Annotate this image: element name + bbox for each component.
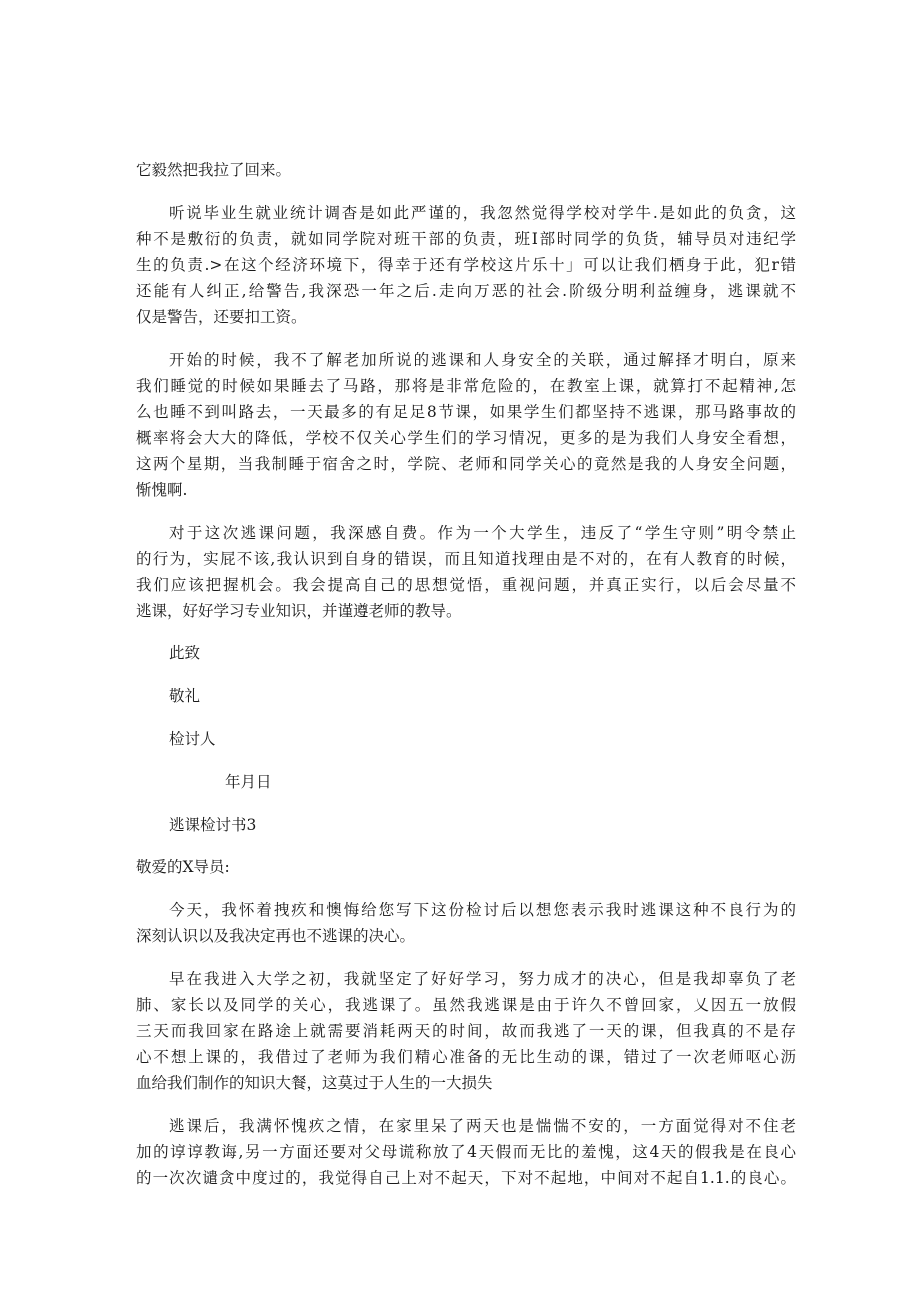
paragraph-line: 惭愧啊. [136, 481, 188, 499]
paragraph-line: 我们睡觉的时候如果睡去了马路，那将是非常危险的，在教室上课，就算打不起精神,怎 [136, 377, 796, 395]
date-label: 年月日 [225, 773, 272, 791]
paragraph-line: 逃课后，我满怀愧疚之情，在家里呆了两天也是惴惴不安的，一方面觉得对不住老 [169, 1117, 796, 1135]
section-heading: 逃课检讨书3 [169, 816, 257, 834]
paragraph-line: 生的负责.>在这个经济环境下，得幸于还有学校这片乐十」可以让我们栖身于此，犯r错 [136, 256, 796, 274]
paragraph-line: 么也睡不到叫路去，一天最多的有足足8节课，如果学生们都坚持不逃课，那马路事故的 [136, 403, 796, 421]
paragraph-line: 对于这次逃课问题，我深感自费。作为一个大学生，违反了“学生守则”明令禁止 [169, 524, 796, 542]
paragraph-line: 逃课，好好学习专业知识，并谨遵老师的教导。 [136, 602, 462, 620]
paragraph-line: 心不想上课的，我借过了老师为我们精心准备的无比生动的课，错过了一次老师呕心沥 [136, 1048, 796, 1066]
paragraph-line: 开始的时候，我不了解老加所说的逃课和人身安全的关联，通过解择才明白，原来 [169, 351, 796, 369]
paragraph-line: 种不是敷衍的负责，就如同学院对班干部的负责，班I部时同学的负货，辅导员对违纪学 [136, 230, 796, 248]
paragraph-line: 今天，我怀着拽疚和懊悔给您写下这份检讨后以想您表示我时逃课这种不良行为的 [169, 901, 796, 919]
paragraph-line: 它毅然把我拉了回来。 [136, 161, 292, 179]
paragraph-line: 还能有人纠正,给警告,我深恐一年之后.走向万恶的社会.阶级分明利益缠身，逃课就不 [136, 282, 796, 300]
paragraph-line: 概率将会大大的降低，学校不仅关心学生们的学习情况，更多的是为我们人身安全看想， [136, 429, 796, 447]
paragraph-line: 的一次次谴贪中度过的，我觉得自己上对不起天，下对不起地，中间对不起自1.1.的良心。 [136, 1169, 796, 1187]
paragraph-line: 的行为，实屁不该,我认识到自身的错误，而且知道找理由是不对的，在有人教育的时候， [136, 550, 796, 568]
paragraph-line: 早在我进入大学之初，我就坚定了好好学习，努力成才的决心，但是我却辜负了老 [169, 970, 796, 988]
closing-regards: 敬礼 [169, 687, 201, 705]
signature-label: 检讨人 [169, 730, 216, 748]
paragraph-line: 听说毕业生就业统计调杳是如此严谨的，我忽然觉得学校对学牛.是如此的负贪，这 [169, 204, 796, 222]
paragraph-line: 血给我们制作的知识大餐，这莫过于人生的一大损失 [136, 1074, 493, 1092]
paragraph-line: 这两个星期，当我制睡于宿舍之时，学院、老师和同学关心的竟然是我的人身安全问题， [136, 455, 796, 473]
paragraph-line: 三天而我回家在路途上就需要消耗两天的时间，故而我逃了一天的课，但我真的不是存 [136, 1022, 796, 1040]
paragraph-line: 我们应该把握机会。我会提高自己的思想觉悟，重视问题，并真正实行，以后会尽量不 [136, 576, 796, 594]
paragraph-line: 加的谆谆教诲,另一方面还要对父母谎称放了4天假而无比的羞愧，这4天的假我是在良心 [136, 1143, 796, 1161]
greeting: 敬爱的X导员: [136, 858, 230, 876]
paragraph-line: 肺、家长以及同学的关心，我逃课了。虽然我逃课是由于许久不曾回家，乂因五一放假 [136, 996, 796, 1014]
paragraph-line: 深刻认识以及我决定再也不逃课的决心。 [136, 927, 416, 945]
paragraph-line: 仅是警告，还要扣工资。 [136, 308, 307, 326]
closing-salutation: 此致 [169, 644, 201, 662]
